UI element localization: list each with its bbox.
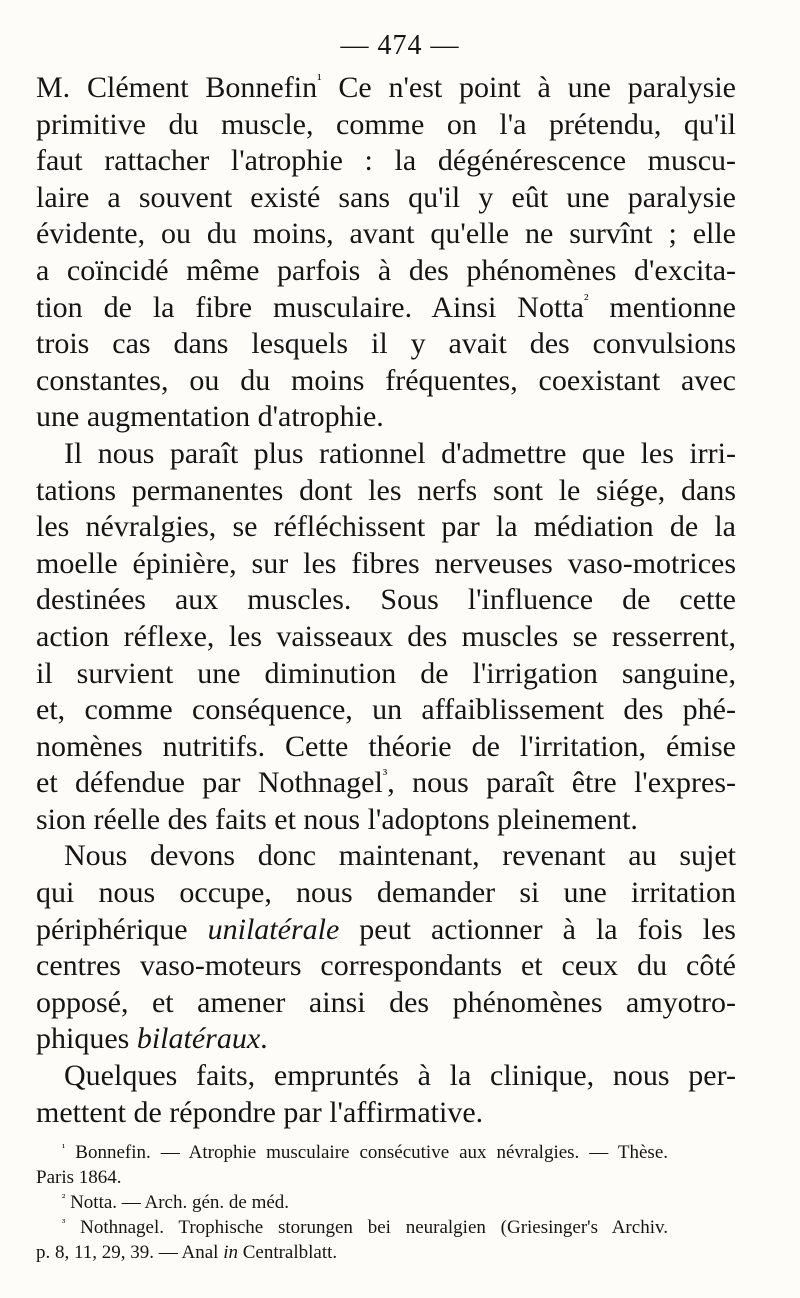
text-line: il survient une diminution de l'irrigation sanguine, <box>36 656 736 690</box>
footnote-3-cont: p. 8, 11, 29, 39. — Anal in Centralblatt. <box>36 1242 338 1263</box>
emphasis-unilaterale: unilatérale <box>207 912 340 946</box>
text-line: M. Clément Bonnefin$^{^1}$ Ce n'est point à une paralysie <box>36 71 736 104</box>
text-line: évidente, ou du moins, avant qu'elle ne survînt ; elle <box>36 217 736 251</box>
page-number: — 474 — <box>340 30 460 61</box>
text-line: qui nous occupe, nous demander si une irritation <box>36 876 736 910</box>
text-line: tations permanentes dont les nerfs sont le siége, dans <box>36 473 736 507</box>
text-line: et défendue par Nothnagel$^{^3}$, nous paraît être l'expres- <box>36 766 736 800</box>
text-line: Il nous paraît plus rationnel d'admettre que les irri- <box>64 436 736 470</box>
text-line: faut rattacher l'atrophie : la dégénérescence muscu- <box>36 144 736 178</box>
text-line: a coïncidé même parfois à des phénomènes d'excita- <box>36 253 736 287</box>
text-line: sion réelle des faits et nous l'adoptons pleinement. <box>36 802 638 836</box>
text-line: opposé, et amener ainsi des phénomènes amyotro- <box>36 985 736 1019</box>
text-line: mettent de répondre par l'affirmative. <box>36 1095 484 1129</box>
text-line: centres vaso-moteurs correspondants et ceux du côté <box>36 949 736 983</box>
text-line: destinées aux muscles. Sous l'influence de cette <box>36 583 736 617</box>
text-line: primitive du muscle, comme on l'a prétendu, qu'il <box>36 107 736 141</box>
footnote-1-cont: Paris 1864. <box>36 1167 122 1188</box>
paragraph-4 <box>36 1058 736 1131</box>
text-line: et, comme conséquence, un affaiblissement des phé- <box>36 693 736 727</box>
text-line: phiques bilatéraux. <box>36 1022 268 1056</box>
paragraph-1 <box>36 70 736 436</box>
emphasis-bilateraux: bilatéraux <box>136 1022 261 1056</box>
text-line: une augmentation d'atrophie. <box>36 400 384 434</box>
text-line: périphérique unilatérale peut actionner à la fois les <box>36 912 736 946</box>
text-line: nomènes nutritifs. Cette théorie de l'irritation, émise <box>36 729 736 763</box>
body-text <box>36 70 736 1131</box>
footnote-ref-3: ³ <box>382 767 388 784</box>
text-line: laire a souvent existé sans qu'il y eût une paralysie <box>36 180 736 214</box>
footnote-1: $^{^1}$ Bonnefin. — Atrophie musculaire consécutive aux névralgies. — Thèse. <box>62 1142 669 1163</box>
footnotes <box>36 1140 668 1265</box>
paragraph-3 <box>36 838 736 1058</box>
text-line: Quelques faits, empruntés à la clinique, nous per- <box>64 1059 736 1093</box>
paragraph-2 <box>36 436 736 839</box>
text-line: tion de la fibre musculaire. Ainsi Notta$^{^2}$ mentionne <box>36 290 736 324</box>
text-line: moelle épinière, sur les fibres nerveuses vaso-motrices <box>36 546 736 580</box>
text-line: Nous devons donc maintenant, revenant au sujet <box>64 839 736 873</box>
text-line: action réflexe, les vaisseaux des muscles se resserrent, <box>36 619 736 653</box>
footnote-2: $^{^2}$ Notta. — Arch. gén. de méd. <box>62 1192 290 1213</box>
footnote-ref-1: ¹ <box>317 72 322 88</box>
text-line: constantes, ou du moins fréquentes, coexistant avec <box>36 363 736 397</box>
footnote-ref-2: ² <box>583 291 589 308</box>
text-line: trois cas dans lesquels il y avait des convulsions <box>36 327 736 361</box>
footnote-3: $^{^3}$ Nothnagel. Trophische storungen bei neuralgien (Griesinger's Archiv. <box>62 1217 668 1238</box>
text-line: les névralgies, se réfléchissent par la médiation de la <box>36 510 736 544</box>
